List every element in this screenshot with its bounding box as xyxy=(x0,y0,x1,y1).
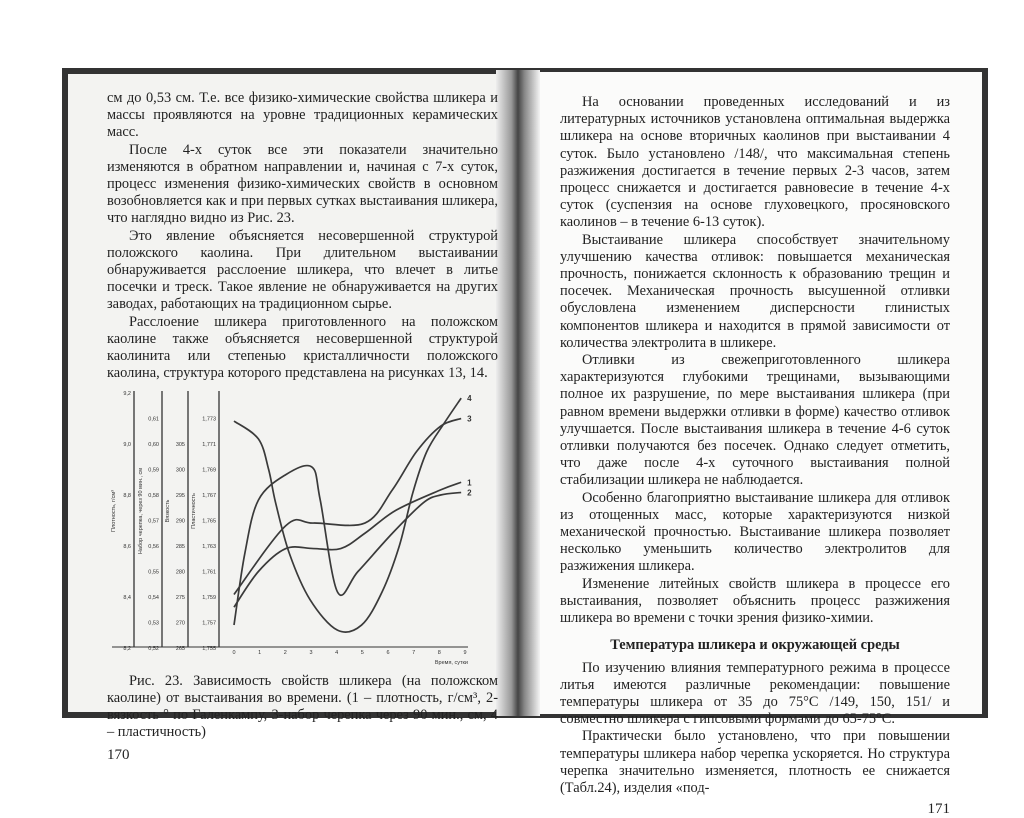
right-page-column xyxy=(560,94,950,818)
y-tick-plasticity: 1,773 xyxy=(202,416,216,423)
x-tick-label: 3 xyxy=(309,650,313,657)
axis-label-1: Плотность, г/см³ xyxy=(111,490,117,533)
y-tick-viscosity: 295 xyxy=(175,493,185,500)
paragraph: Это явление объясняется несовершенной структурой положского каолина. При длительном выстаивании обнаруживается расслоение шликера, что влечет в литье посечки и треск. Такое явление не обнаруживается на других заводах, работающих на традиционном сырье. xyxy=(107,227,498,313)
x-axis-label: Время, сутки xyxy=(434,660,468,667)
series-label-2: 2 xyxy=(467,488,472,498)
paragraph: Особенно благоприятно выстаивание шликера для отливок из отощенных масс, которые характеризуются низкой механической прочностью. Выстаивание шликера позволяет несколько уменьшить количество электролитов для разжижения шликера. xyxy=(560,489,950,575)
x-tick-label: 9 xyxy=(463,650,467,657)
y-tick-nabor: 0,54 xyxy=(148,595,159,602)
x-tick-label: 4 xyxy=(335,650,339,657)
y-tick-nabor: 0,55 xyxy=(148,569,159,576)
x-tick-label: 1 xyxy=(258,650,262,657)
y-tick-density: 8,8 xyxy=(123,493,131,500)
figure-caption xyxy=(107,673,498,741)
y-tick-nabor: 0,58 xyxy=(148,493,159,500)
series-line-3 xyxy=(234,419,461,595)
book-gutter xyxy=(496,70,540,716)
paragraph: После 4-х суток все эти показатели значительно изменяются в обратном направлении и, начиная с 7-х суток, процесс изменения физико-химических свойств в основном возобновляется как и при первых сутках выстаивания шликера, что наглядно видно из Рис. 23. xyxy=(107,141,498,227)
x-tick-label: 6 xyxy=(386,650,390,657)
page-number-right: 171 xyxy=(927,801,950,818)
y-tick-nabor: 0,59 xyxy=(148,467,159,474)
y-tick-density: 8,4 xyxy=(123,595,131,602)
figure-23-chart xyxy=(107,386,497,671)
paragraph: На основании проведенных исследований и из литературных источников установлена оптимальная выдержка шликера на основе вторичных каолинов при выстаивании 4 суток. Было установлено /148/, что максимальная степень разжижения достигается в течение первых 2-3 часов, затем процесс снижается и достигается равновесие в течение 4-х суток (суспензия на основе глуховецкого, просяновского каолинов – в течение 6-13 суток). xyxy=(560,94,950,231)
y-tick-nabor: 0,53 xyxy=(148,620,159,627)
y-tick-density: 9,2 xyxy=(123,391,131,398)
paragraph: По изучению влияния температурного режима в процессе литья имеются различные рекомендации: повышение температуры шликера от 35 до 75°С /149, 150, 151/ и совместно шликера с гипсовыми формами до 65-75°С. xyxy=(560,659,950,728)
right-page-text xyxy=(560,94,950,797)
left-page-column xyxy=(107,90,498,764)
section-heading: Температура шликера и окружающей среды xyxy=(610,637,900,654)
y-tick-density: 8,6 xyxy=(123,544,131,551)
paragraph: см до 0,53 см. Т.е. все физико-химические свойства шликера и массы проявляются на уровне традиционных керамических масс. xyxy=(107,90,498,141)
y-tick-density: 9,0 xyxy=(123,442,131,449)
series-label-1: 1 xyxy=(467,478,472,488)
axis-label-3: Вязкость xyxy=(165,500,171,523)
left-page-text xyxy=(107,90,498,382)
y-tick-plasticity: 1,757 xyxy=(202,620,216,627)
y-tick-nabor: 0,52 xyxy=(148,646,159,653)
axis-label-4: Пластичность xyxy=(191,493,197,530)
paragraph: Практически было установлено, что при повышении температуры шликера набор черепка ускоряется. Но структура черепка значительно изменяется, плотность ее снижается (Табл.24), изделия «под- xyxy=(560,728,950,796)
caption-text: Рис. 23. Зависимость свойств шликера (на положском каолине) от выстаивания во времени. (1 – плотность, г/см³, 2-вязкость ° по Галенкампу, 3-набор черепка через 90 мин., см, 4 – пластичность) xyxy=(107,673,498,741)
y-tick-viscosity: 275 xyxy=(175,595,185,602)
y-tick-plasticity: 1,769 xyxy=(202,467,216,474)
y-tick-nabor: 0,61 xyxy=(148,416,159,423)
x-tick-label: 5 xyxy=(360,650,364,657)
x-tick-label: 0 xyxy=(232,650,236,657)
page-number-left: 170 xyxy=(107,747,130,764)
y-tick-nabor: 0,56 xyxy=(148,544,159,551)
y-tick-viscosity: 280 xyxy=(175,569,185,576)
x-tick-label: 7 xyxy=(412,650,416,657)
series-line-4 xyxy=(234,399,461,633)
series-label-3: 3 xyxy=(467,414,472,424)
y-tick-viscosity: 300 xyxy=(175,467,185,474)
x-tick-label: 2 xyxy=(283,650,287,657)
axis-label-2: Набор черепка, через 90 мин., см xyxy=(138,468,144,555)
series-label-4: 4 xyxy=(467,394,472,404)
y-tick-viscosity: 290 xyxy=(175,518,185,525)
y-tick-viscosity: 265 xyxy=(175,646,185,653)
y-tick-plasticity: 1,765 xyxy=(202,518,216,525)
y-tick-plasticity: 1,759 xyxy=(202,595,216,602)
paragraph: Изменение литейных свойств шликера в процессе его выстаивания, позволяет объяснить процесс разжижения шликера во времени с точки зрения физико-химии. xyxy=(560,575,950,627)
y-tick-plasticity: 1,767 xyxy=(202,493,216,500)
paragraph: Расслоение шликера приготовленного на положском каолине также объясняется несовершенной структурой каолинита или степенью кристалличности положского каолина, структура которого представлена на рисунках 13, 14. xyxy=(107,313,498,382)
y-tick-viscosity: 285 xyxy=(175,544,185,551)
y-tick-plasticity: 1,761 xyxy=(202,569,216,576)
y-tick-nabor: 0,60 xyxy=(148,442,159,449)
y-tick-nabor: 0,57 xyxy=(148,518,159,525)
y-tick-viscosity: 305 xyxy=(175,442,185,449)
y-tick-viscosity: 270 xyxy=(175,620,185,627)
y-tick-plasticity: 1,771 xyxy=(202,442,216,449)
x-tick-label: 8 xyxy=(437,650,441,657)
y-tick-plasticity: 1,763 xyxy=(202,544,216,551)
y-tick-density: 8,2 xyxy=(123,646,131,653)
paragraph: Выстаивание шликера способствует значительному улучшению качества отливок: повышается механическая прочность, понижается склонность к образованию трещин и посечек. Механическая прочность высушенной отливки обусловлена изменением дисперсности глинистых компонентов шликера и находится в прямой зависимости от количества электролита в шликере. xyxy=(560,231,950,351)
y-tick-plasticity: 1,755 xyxy=(202,646,216,653)
paragraph: Отливки из свежеприготовленного шликера характеризуются глубокими трещинами, вызывающими полное их разрушение, по мере выстаивания шликера (при равном времени выдержки отливки в форме) качество отливок улучшается. После выстаивания шликера в течение 4-6 суток отливки получаются без посечек. Однако следует отметить, что даже после 4-х суточного выстаивания полной стабилизации шликера не наблюдается. xyxy=(560,352,950,489)
